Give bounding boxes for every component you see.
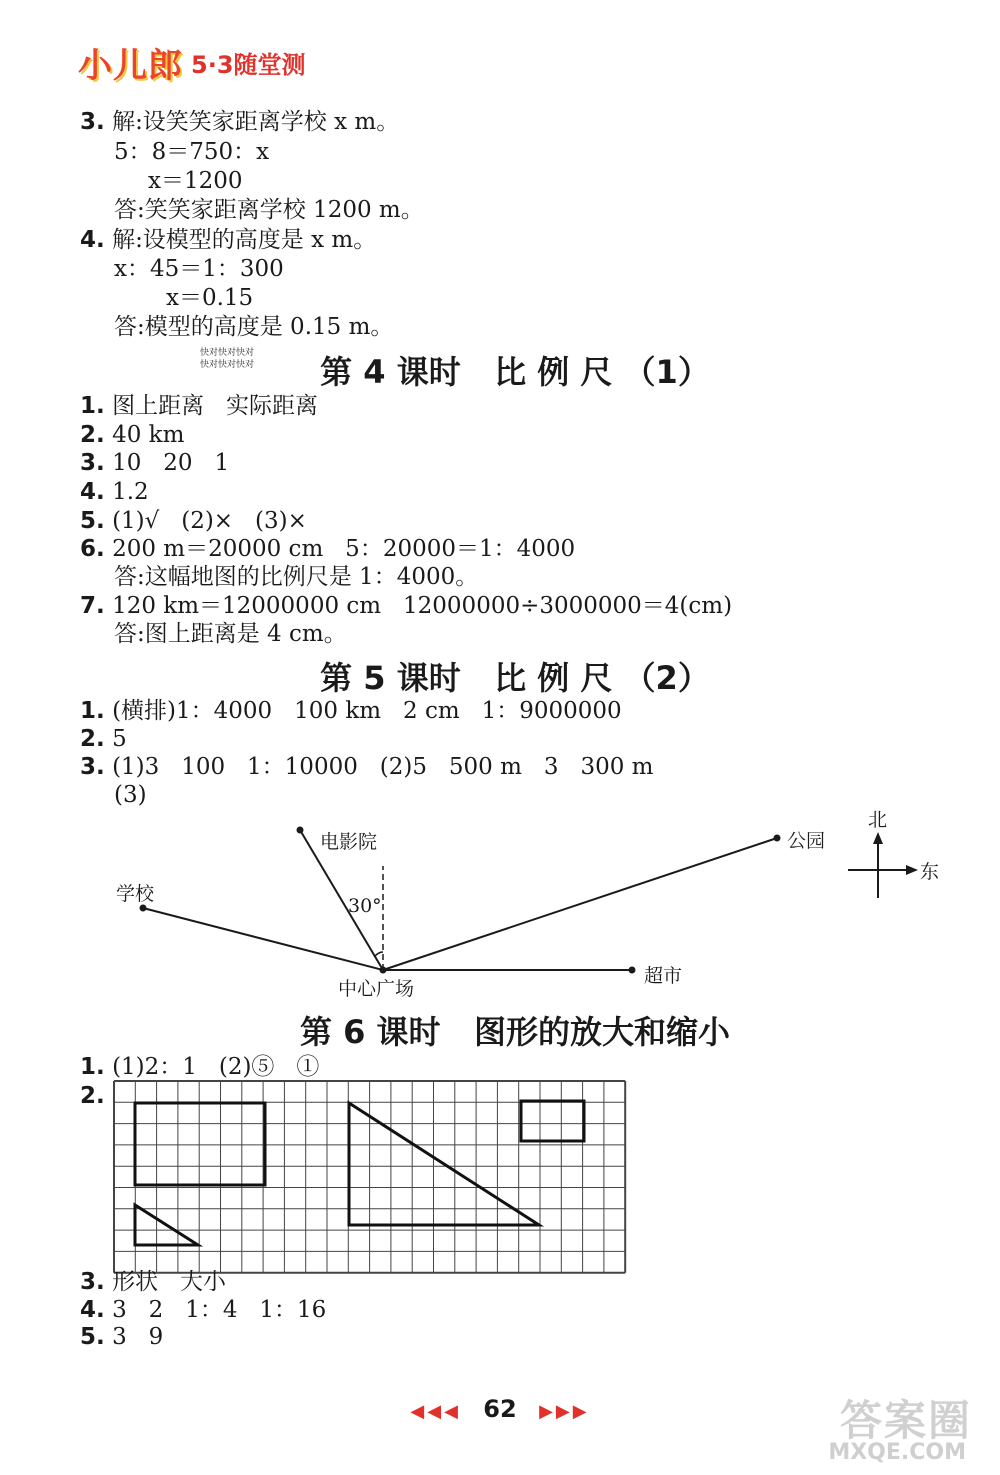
cinema-label: 电影院	[320, 831, 378, 853]
small-rectangle	[521, 1101, 584, 1141]
answer-line: 2. 5	[80, 726, 127, 752]
market-label: 超市	[644, 965, 683, 987]
stamp-text: 快对快对快对	[200, 360, 255, 370]
answer-line: 2.	[80, 1083, 105, 1109]
answer-line: 5：8＝750：x	[114, 139, 270, 165]
answer-line: (3)	[114, 782, 147, 808]
east-label: 东	[920, 861, 940, 883]
page-number: 62	[483, 1395, 517, 1423]
brand-name: 小儿郎	[78, 45, 183, 86]
answer-line: 5. (1)√ (2)× (3)×	[80, 508, 307, 534]
watermark-site: MXQE.COM	[828, 1440, 966, 1465]
answer-line: 4. 3 2 1：4 1：16	[80, 1297, 327, 1323]
answer-line: 1. (横排)1：4000 100 km 2 cm 1：9000000	[80, 698, 622, 724]
answer-line: 7. 120 km＝12000000 cm 12000000÷3000000＝4(cm)	[80, 593, 733, 619]
answer-line: x＝1200	[148, 168, 243, 194]
watermark: 答案圈	[839, 1396, 972, 1445]
large-rectangle	[135, 1103, 265, 1185]
center-label: 中心广场	[338, 978, 415, 1000]
answer-line: 答:模型的高度是 0.15 m。	[114, 314, 394, 340]
left-arrows-icon: ◀◀◀	[410, 1401, 461, 1422]
answer-line: 答:图上距离是 4 cm。	[114, 621, 347, 647]
answer-line: 答:这幅地图的比例尺是 1：4000。	[114, 564, 479, 590]
answer-line: 5. 3 9	[80, 1324, 164, 1350]
park-label: 公园	[787, 830, 826, 852]
answer-line: 答:笑笑家距离学校 1200 m。	[114, 197, 424, 223]
north-label: 北	[868, 809, 888, 831]
school-label: 学校	[116, 883, 155, 905]
answer-line: x：45＝1：300	[114, 256, 284, 282]
section-title: 第 6 课时 图形的放大和缩小	[300, 1013, 730, 1051]
answer-line: 3. 解:设笑笑家距离学校 x m。	[80, 109, 400, 135]
answer-line: 4. 1.2	[80, 479, 149, 505]
small-triangle	[135, 1205, 198, 1245]
section-title: 第 4 课时 比 例 尺 （1）	[320, 353, 710, 391]
stamp-text: 快对快对快对	[200, 348, 255, 358]
angle-label: 30°	[348, 895, 382, 917]
answer-line: 4. 解:设模型的高度是 x m。	[80, 227, 377, 253]
answer-line: 3. 10 20 1	[80, 450, 230, 476]
large-triangle	[349, 1103, 539, 1225]
answer-line: 3. (1)3 100 1：10000 (2)5 500 m 3 300 m	[80, 754, 654, 780]
right-arrows-icon: ▶▶▶	[539, 1401, 590, 1422]
answer-line: 3. 形状 大小	[80, 1269, 226, 1295]
answer-line: 2. 40 km	[80, 422, 185, 448]
answer-line: x＝0.15	[166, 285, 254, 311]
section-title: 第 5 课时 比 例 尺 （2）	[320, 659, 710, 697]
series-name: 5·3随堂测	[191, 50, 306, 79]
answer-line: 6. 200 m＝20000 cm 5：20000＝1：4000	[80, 536, 576, 562]
answer-line: 1. 图上距离 实际距离	[80, 393, 318, 419]
answer-line: 1. (1)2：1 (2)⑤ ①	[80, 1054, 320, 1080]
